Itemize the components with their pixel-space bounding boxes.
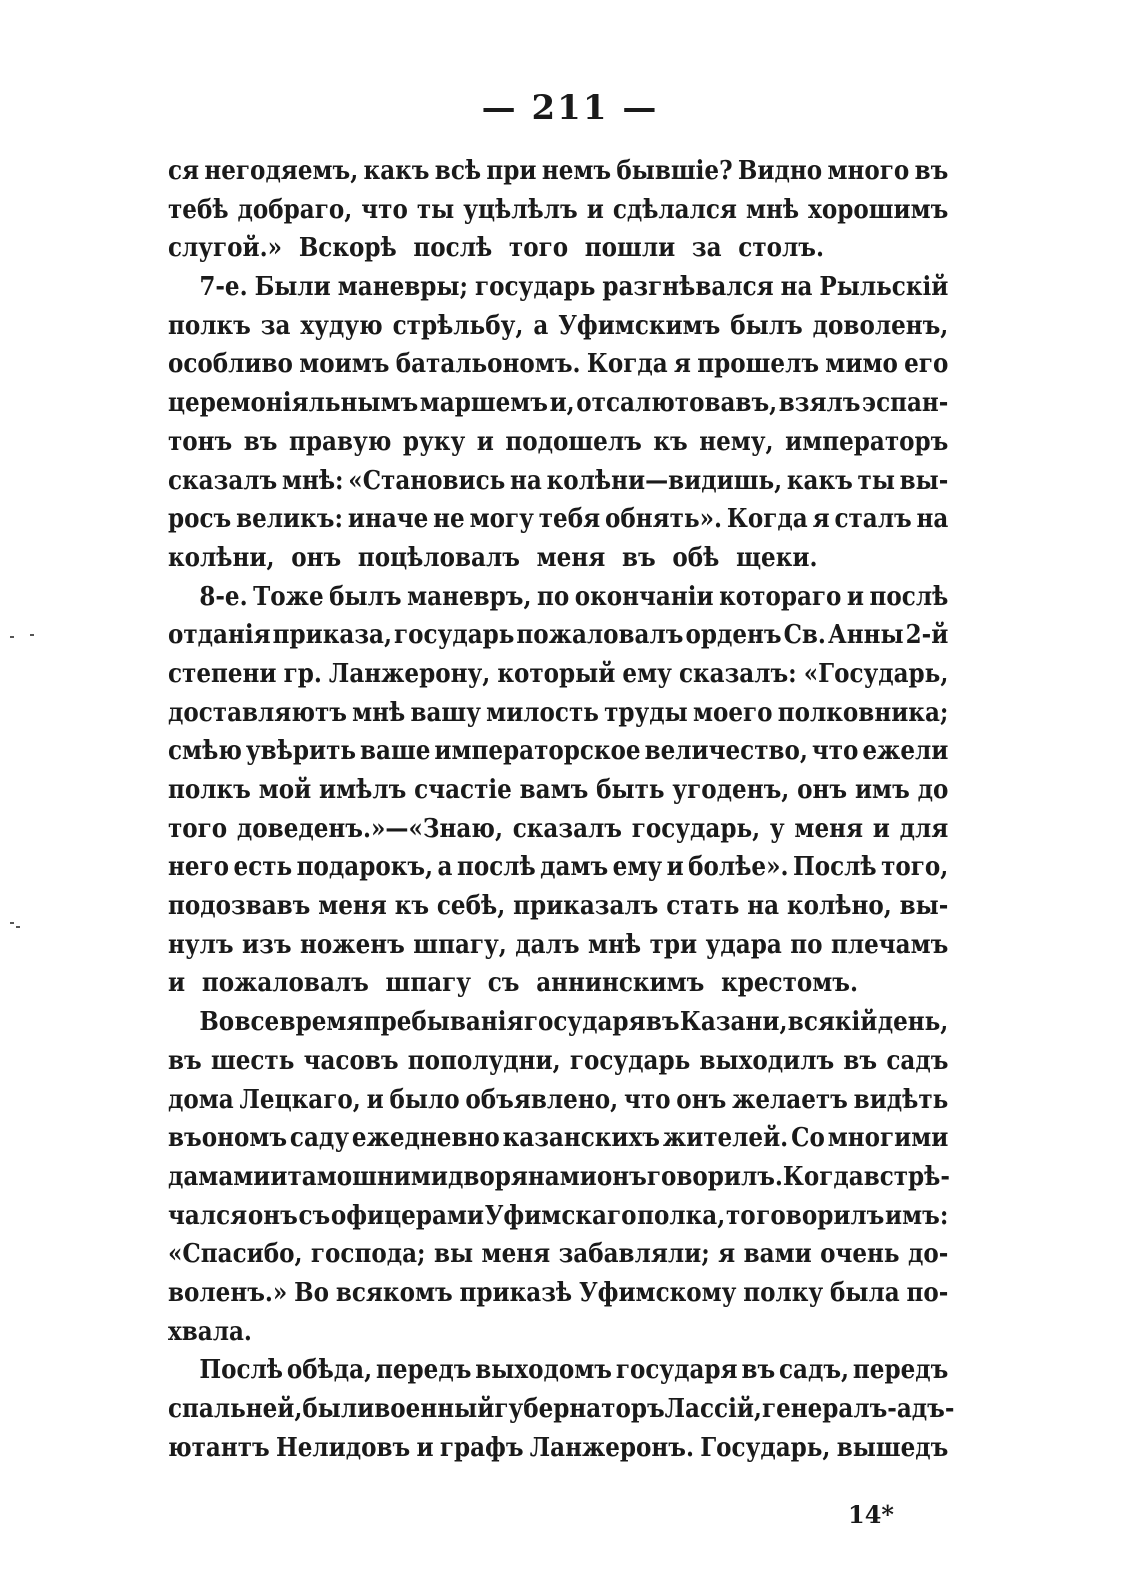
word: Государь, — [700, 1431, 831, 1463]
text-line — [168, 423, 948, 462]
word: полкъ — [168, 774, 251, 805]
word: на — [510, 464, 542, 496]
word: государь — [394, 619, 515, 651]
paragraph-start — [168, 578, 948, 617]
word: государя — [615, 1354, 738, 1386]
word: прошелъ — [697, 348, 820, 380]
word: былъ — [329, 580, 402, 612]
word: доведенъ.»—«Знаю, — [236, 812, 503, 844]
word: стать — [666, 890, 740, 922]
word: онъ — [676, 1083, 727, 1115]
word: колѣно, — [786, 890, 892, 922]
word: маршемъ — [419, 387, 548, 419]
word: и — [416, 1431, 434, 1463]
word: приказалъ — [513, 890, 659, 922]
word: увѣрить — [245, 735, 357, 767]
word: Со — [791, 1122, 825, 1154]
word: быть — [596, 774, 665, 805]
word: эспан- — [862, 387, 949, 419]
word: на — [747, 890, 780, 922]
text-line — [168, 152, 948, 191]
word: тебѣ — [168, 193, 229, 225]
word: вашу — [410, 696, 481, 728]
word: онъ — [797, 774, 848, 805]
text-line — [168, 1429, 948, 1468]
word: полковника; — [777, 696, 949, 728]
word: говорилъ. — [646, 1160, 783, 1192]
word: Ланжеронъ. — [529, 1431, 695, 1463]
word: его — [904, 348, 949, 380]
signature-mark: 14* — [848, 1500, 894, 1529]
word: нему, — [699, 425, 774, 457]
word: желаетъ — [732, 1083, 848, 1115]
word: особливо — [168, 348, 293, 380]
word: воленъ.» — [168, 1276, 288, 1308]
text-line — [168, 345, 948, 384]
word: Уфимскимъ — [558, 309, 721, 341]
word: много — [827, 155, 910, 186]
word: 7-е. — [199, 271, 248, 303]
word: всякій — [787, 1006, 878, 1038]
word: ваше — [359, 735, 431, 767]
word: жителей. — [662, 1122, 789, 1154]
word: ты — [857, 464, 895, 496]
text-line — [168, 1274, 948, 1313]
text-line — [168, 887, 948, 926]
word: окончаніи — [574, 580, 714, 612]
word: ежедневно — [351, 1122, 500, 1154]
word: по- — [906, 1276, 949, 1308]
word: графъ — [439, 1431, 524, 1463]
word: Видно — [737, 155, 823, 186]
word: могу — [469, 503, 534, 535]
word: степени — [168, 657, 277, 689]
word: передъ — [852, 1354, 949, 1386]
word: къ — [653, 425, 688, 457]
word: за — [260, 309, 291, 341]
word: всякомъ — [335, 1276, 453, 1308]
word: пополудни, — [407, 1044, 561, 1076]
word: до — [917, 774, 949, 805]
word: «Спасибо, — [168, 1238, 303, 1270]
word: пребыванія — [363, 1006, 524, 1038]
word: «Становись — [348, 464, 506, 496]
word: казанскихъ — [502, 1122, 660, 1154]
word: былъ — [730, 309, 803, 341]
word: была — [829, 1276, 900, 1308]
word: всѣ — [434, 155, 482, 186]
word: время — [279, 1006, 364, 1038]
word: орденъ — [685, 619, 782, 651]
word: Во — [294, 1276, 330, 1308]
word: очень — [820, 1238, 900, 1270]
word: по — [537, 580, 570, 612]
word: церемоніяльнымъ — [168, 387, 419, 419]
word: Св. — [783, 619, 826, 651]
word: какъ — [786, 464, 853, 496]
word: по — [790, 928, 823, 960]
text-line — [168, 926, 948, 965]
word: полку — [743, 1276, 824, 1308]
word: Уфимскаго — [484, 1199, 637, 1231]
word: въ — [168, 1044, 202, 1076]
text-line — [168, 384, 948, 423]
word: а — [437, 851, 453, 883]
scan-speck — [10, 636, 14, 638]
word: меня — [794, 812, 864, 844]
word: господа; — [310, 1238, 426, 1270]
word: часовъ — [303, 1044, 399, 1076]
word: хорошимъ — [808, 193, 949, 225]
word: на — [780, 271, 813, 303]
word: сказалъ — [512, 812, 622, 844]
word: пожаловалъ — [516, 619, 684, 651]
word: болѣе». — [688, 851, 789, 883]
word: стрѣльбу, — [392, 309, 524, 341]
word: росъ — [168, 503, 232, 535]
word: имѣлъ — [319, 774, 407, 805]
word: въ — [914, 155, 949, 186]
word: передъ — [375, 1354, 472, 1386]
word: отсалютовавъ, — [576, 387, 778, 419]
word: Ланжерону, — [328, 657, 491, 689]
word: нулъ — [168, 928, 234, 960]
word: мимо — [825, 348, 898, 380]
word: и — [366, 1083, 384, 1115]
text-line — [168, 1235, 948, 1274]
word: Во — [199, 1006, 235, 1038]
word: 8-е. — [199, 580, 248, 612]
text-line — [168, 1390, 955, 1429]
word: вами — [743, 1238, 812, 1270]
word: ютантъ — [168, 1431, 270, 1463]
word: а — [533, 309, 549, 341]
word: спальней, — [168, 1393, 303, 1424]
text-line — [168, 462, 948, 501]
word: военный — [374, 1393, 495, 1424]
word: и — [666, 851, 684, 883]
word: величество, — [644, 735, 808, 767]
word: смѣю — [168, 735, 242, 767]
word: приказѣ — [459, 1276, 573, 1308]
word: меня — [318, 890, 387, 922]
word: взялъ — [778, 387, 861, 419]
word: мнѣ — [588, 928, 642, 960]
word: что — [811, 735, 859, 767]
text-line — [168, 191, 948, 230]
word: моимъ — [299, 348, 390, 380]
word: руку — [402, 425, 466, 457]
word: объявлено, — [465, 1083, 619, 1115]
word: что — [623, 1083, 671, 1115]
word: добраго, — [237, 193, 353, 225]
word: тамошними — [287, 1160, 449, 1192]
word: шпагу, — [413, 928, 507, 960]
text-line: и пожаловалъ шпагу съ аннинскимъ крестомъ. — [168, 967, 858, 999]
text-line — [168, 1042, 948, 1081]
word: Были — [254, 271, 331, 303]
word: дворянами — [448, 1160, 597, 1192]
word: Нелидовъ — [275, 1431, 411, 1463]
word: онъ — [247, 1199, 298, 1231]
word: къ — [394, 890, 430, 922]
word: садъ, — [779, 1354, 850, 1386]
word: Когда — [782, 1160, 864, 1192]
word: Послѣ — [792, 851, 877, 883]
word: подошелъ — [505, 425, 642, 457]
word: въ — [843, 1044, 878, 1076]
text-line: слугой.» Вскорѣ послѣ того пошли за столъ. — [168, 232, 824, 264]
word: до- — [908, 1238, 949, 1270]
word: губернаторъ — [494, 1393, 665, 1424]
text-line: хвала. — [168, 1315, 252, 1347]
word: доставляютъ — [168, 696, 347, 728]
word: при — [486, 155, 537, 186]
word: я — [718, 1238, 736, 1270]
word: негодяемъ, — [204, 155, 359, 186]
text-line — [168, 1119, 948, 1158]
word: и — [872, 812, 890, 844]
word: мой — [258, 774, 312, 805]
word: 2-й — [905, 619, 949, 651]
word: подозвавъ — [168, 890, 311, 922]
text-line — [168, 616, 948, 655]
word: Анны — [827, 619, 904, 651]
word: который — [497, 657, 616, 689]
word: и — [476, 425, 494, 457]
word: сказалъ: — [678, 657, 797, 689]
word: въ — [243, 425, 278, 457]
word: говорилъ — [756, 1199, 885, 1231]
word: мнѣ — [352, 696, 406, 728]
word: вамъ — [519, 774, 589, 805]
word: плечамъ — [830, 928, 949, 960]
word: труды — [604, 696, 688, 728]
word: бывшіе? — [616, 155, 733, 186]
word: Послѣ — [199, 1354, 283, 1386]
word: угоденъ, — [672, 774, 790, 805]
word: ему — [622, 657, 672, 689]
word: въ — [645, 1006, 680, 1038]
word: и, — [549, 387, 575, 419]
word: немъ — [541, 155, 612, 186]
word: меня — [481, 1238, 551, 1270]
word: есть — [233, 851, 293, 883]
word: гр. — [283, 657, 322, 689]
word: и — [270, 1160, 288, 1192]
word: то — [725, 1199, 756, 1231]
word: отданія — [168, 619, 271, 651]
word: мнѣ — [745, 193, 800, 225]
word: были — [302, 1393, 375, 1424]
word: дома — [168, 1083, 234, 1115]
word: разгнѣвался — [602, 271, 774, 303]
text-line — [168, 307, 948, 346]
word: не — [433, 503, 465, 535]
word: подарокъ, — [296, 851, 434, 883]
word: сталъ — [834, 503, 912, 535]
word: видѣть — [853, 1083, 949, 1115]
word: доволенъ, — [812, 309, 949, 341]
word: государь — [569, 1044, 691, 1076]
word: все — [234, 1006, 280, 1038]
word: худую — [300, 309, 383, 341]
word: на — [916, 503, 949, 535]
word: государя — [523, 1006, 646, 1038]
word: забавляли; — [558, 1238, 710, 1270]
word: Уфимскому — [578, 1276, 737, 1308]
word: государь, — [631, 812, 761, 844]
word: и — [586, 193, 604, 225]
paragraph-start — [168, 268, 948, 307]
text-line — [168, 848, 948, 887]
word: Когда — [586, 348, 668, 380]
word: чался — [168, 1199, 248, 1231]
word: было — [389, 1083, 460, 1115]
word: уцѣлѣлъ — [463, 193, 578, 225]
word: выходилъ — [699, 1044, 835, 1076]
word: имъ — [854, 774, 910, 805]
text-line — [168, 810, 948, 849]
word: выходомъ — [475, 1354, 612, 1386]
word: маневръ, — [407, 580, 532, 612]
word: великъ: — [236, 503, 343, 535]
word: обѣда, — [286, 1354, 373, 1386]
word: правую — [289, 425, 392, 457]
word: послѣ — [456, 851, 536, 883]
word: я — [812, 503, 830, 535]
word: дамъ — [540, 851, 609, 883]
text-line — [168, 1197, 948, 1236]
paragraph-start — [168, 1003, 948, 1042]
word: онъ — [596, 1160, 647, 1192]
text-line — [168, 500, 948, 539]
word: маневры; — [337, 271, 469, 303]
scan-speck — [16, 926, 20, 928]
word: мнѣ: — [281, 464, 344, 496]
word: котораго — [719, 580, 842, 612]
word: имъ: — [885, 1199, 949, 1231]
word: колѣни—видишь, — [546, 464, 783, 496]
word: удара — [705, 928, 782, 960]
word: далъ — [515, 928, 580, 960]
word: встрѣ- — [863, 1160, 950, 1192]
word: Лецкаго, — [239, 1083, 361, 1115]
text-line: колѣни, онъ поцѣловалъ меня въ обѣ щеки. — [168, 541, 818, 573]
word: батальономъ. — [395, 348, 581, 380]
text-line — [168, 732, 948, 771]
word: того, — [881, 851, 949, 883]
word: въ — [741, 1354, 776, 1386]
word: ежели — [862, 735, 949, 767]
word: и — [846, 580, 865, 612]
word: ты — [416, 193, 455, 225]
word: съ — [298, 1199, 331, 1231]
word: въономъ — [168, 1122, 288, 1154]
word: того — [168, 812, 228, 844]
word: обнять». — [605, 503, 723, 535]
word: у — [769, 812, 785, 844]
word: офицерами — [330, 1199, 485, 1231]
word: многими — [827, 1122, 949, 1154]
scan-speck — [30, 634, 34, 636]
word: сказалъ — [168, 464, 278, 496]
text-line — [168, 771, 948, 810]
word: изъ — [242, 928, 292, 960]
word: императорское — [434, 735, 641, 767]
word: иначе — [347, 503, 429, 535]
word: тебя — [538, 503, 601, 535]
word: ся — [168, 155, 200, 186]
word: шесть — [210, 1044, 295, 1076]
word: Тоже — [253, 580, 324, 612]
word: вы- — [899, 464, 949, 496]
word: саду — [289, 1122, 350, 1154]
word: милость — [486, 696, 599, 728]
word: Когда — [726, 503, 808, 535]
word: сдѣлался — [612, 193, 737, 225]
word: ему — [612, 851, 663, 883]
word: полка, — [637, 1199, 726, 1231]
page-number: — 211 — — [481, 88, 659, 128]
word: государь — [475, 271, 596, 303]
word: полкъ — [168, 309, 251, 341]
text-line — [168, 655, 948, 694]
word: генералъ-адъ- — [761, 1393, 955, 1424]
word: какъ — [363, 155, 430, 186]
word: императоръ — [785, 425, 949, 457]
word: Рыльскій — [819, 271, 949, 303]
paragraph-start — [168, 1351, 948, 1390]
word: вышедъ — [836, 1431, 949, 1463]
word: Казани, — [679, 1006, 788, 1038]
text-line — [168, 694, 948, 733]
word: что — [361, 193, 408, 225]
word: тонъ — [168, 425, 233, 457]
word: послѣ — [869, 580, 949, 612]
word: него — [168, 851, 230, 883]
word: приказа, — [272, 619, 393, 651]
word: счастіе — [414, 774, 512, 805]
word: я — [673, 348, 691, 380]
scan-speck — [10, 922, 14, 924]
word: дамами — [168, 1160, 271, 1192]
word: Лассій, — [664, 1393, 762, 1424]
word: садъ — [886, 1044, 949, 1076]
word: моего — [692, 696, 773, 728]
word: день, — [877, 1006, 949, 1038]
word: вы — [433, 1238, 474, 1270]
word: «Государь, — [803, 657, 949, 689]
word: себѣ, — [436, 890, 506, 922]
word: для — [899, 812, 949, 844]
word: вы- — [899, 890, 949, 922]
text-line — [168, 1158, 948, 1197]
word: ноженъ — [300, 928, 405, 960]
body-text — [168, 152, 955, 1467]
word: три — [649, 928, 698, 960]
text-line — [168, 1081, 948, 1120]
